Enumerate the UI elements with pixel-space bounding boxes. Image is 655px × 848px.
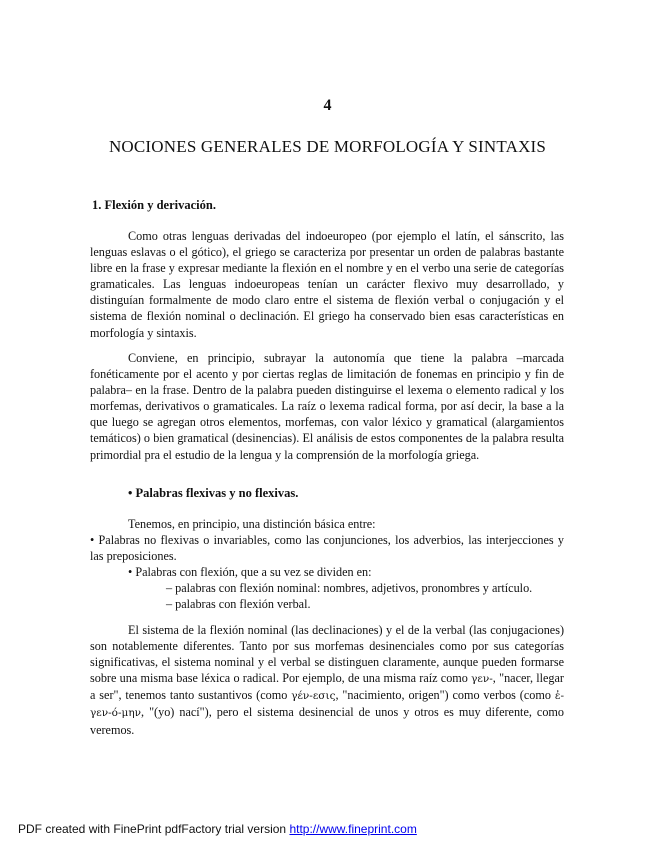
paragraph-text: Tenemos, en principio, una distinción básica entre: [128,517,376,531]
bullet-flexive: • Palabras con flexión, que a su vez se dividen en: [128,565,372,579]
paragraph-text: El sistema de la flexión nominal (las declinaciones) y el de la verbal (las conjugaciones) son notablemente diferentes. Tanto por sus morfemas desinenciales como por sus categorías significativas, el sistema nominal y el verbal se distinguen claramente, aunque pueden formarse sobre una misma base léxica o radical. Por ejemplo, de una misma raíz como [90,623,564,686]
paragraph-4 [90,622,564,738]
paragraph-text: Como otras lenguas derivadas del indoeuropeo (por ejemplo el latín, el sánscrito, las lenguas eslavas o el gótico), el griego se caracteriza por presentar un orden de palabras bastante libre en la frase y expresar mediante la flexión en el nombre y en el verbo una serie de categorías gramaticales. Las lenguas indoeuropeas tenían un carácter flexivo muy desarrollado, y distinguían formalmente de modo claro entre el sistema de flexión verbal o conjugación y el sistema de flexión nominal o declinación. El griego ha conservado bien esas características en morfología y sintaxis. [90,229,564,340]
paragraph-text: , "nacimiento, origen") como verbos (como [335,688,555,703]
list-item-nominal: – palabras con flexión nominal: nombres, adjetivos, pronombres y artículo. [166,581,533,595]
section-heading: 1. Flexión y derivación. [92,198,216,212]
footer [18,822,417,836]
chapter-title: NOCIONES GENERALES DE MORFOLOGÍA Y SINTAXIS [108,137,547,156]
chapter-number: 4 [323,97,332,114]
greek-word: γέν-εσις [291,690,336,703]
greek-word: ἐ-γεν-ό-μην [90,690,565,720]
paragraph-2 [90,350,564,463]
footer-link[interactable]: http://www.fineprint.com [289,822,417,836]
paragraph-3 [90,516,564,532]
paragraph-text: , "(yo) nací"), pero el sistema desinencial de unos y otros es muy diferente, como veremos. [90,705,564,737]
greek-word: γεν- [471,673,493,686]
paragraph-text: Conviene, en principio, subrayar la autonomía que tiene la palabra –marcada fonéticamente por el acento y por ciertas reglas de limitación de fonemas en principio y fin de palabra– en la frase. Dentro de la palabra pueden distinguirse el lexema o elemento radical y los morfemas, derivativos o gramaticales. La raíz o lexema radical forma, por así decir, la base a la que luego se agregan otros elementos, morfemas, con valor léxico y gramatical (alargamientos temáticos) o bien gramatical (desinencias). El análisis de estos componentes de la palabra resulta primordial pra el estudio de la lengua y la comprensión de la morfología griega. [90,351,564,462]
bullet-non-flexive: • Palabras no flexivas o invariables, como las conjunciones, los adverbios, las interjecciones y las preposiciones. [90,533,564,564]
list-item-verbal: – palabras con flexión verbal. [166,597,311,611]
subheading: • Palabras flexivas y no flexivas. [128,486,299,500]
paragraph-text: , "nacer, llegar a ser", tenemos tanto sustantivos (como [90,671,564,703]
footer-text: PDF created with FinePrint pdfFactory trial version [18,822,290,836]
paragraph-1 [90,228,564,341]
